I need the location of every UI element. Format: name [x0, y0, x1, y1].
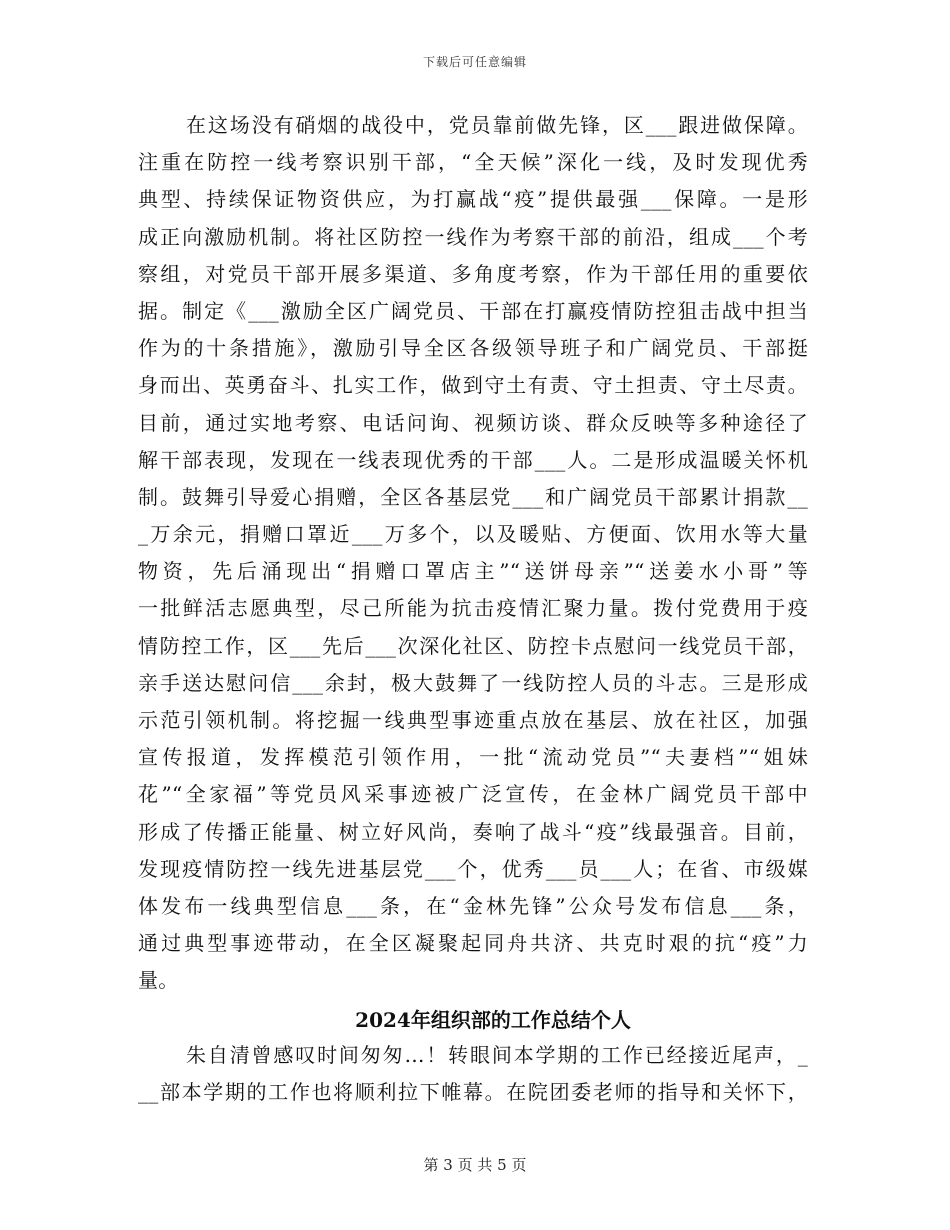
text-line: 一批鲜活志愿典型，尽己所能为抗击疫情汇聚力量。拨付党费用于疫 — [138, 596, 808, 621]
page-header: 下载后可任意编辑 — [422, 55, 527, 69]
text-line: __部本学期的工作也将顺利拉下帷幕。在院团委老师的指导和关怀下， — [138, 1079, 808, 1104]
text-line: 据。制定《___激励全区广阔党员、干部在打赢疫情防控狙击战中担当 — [138, 298, 808, 323]
text-line: 解干部表现，发现在一线表现优秀的干部___人。二是形成温暖关怀机 — [138, 447, 808, 472]
paragraph-1 — [138, 107, 808, 1000]
text-line: 身而出、英勇奋斗、扎实工作，做到守土有责、守土担责、守土尽责。 — [138, 373, 808, 398]
text-line: 朱自清曾感叹时间匆匆…！转眼间本学期的工作已经接近尾声，_ — [186, 1042, 808, 1067]
text-line: 亲手送达慰问信___余封，极大鼓舞了一线防控人员的斗志。三是形成 — [138, 670, 808, 695]
text-line: 情防控工作，区___先后___次深化社区、防控卡点慰问一线党员干部， — [138, 633, 808, 658]
text-line: 通过典型事迹带动，在全区凝聚起同舟共济、共克时艰的抗“疫”力 — [138, 931, 808, 956]
document-body — [138, 107, 808, 1111]
paragraph-2 — [138, 1037, 808, 1111]
text-line: 典型、持续保证物资供应，为打赢战“疫”提供最强___保障。一是形 — [138, 187, 808, 212]
text-line: 宣传报道，发挥模范引领作用，一批“流动党员”“夫妻档”“姐妹 — [138, 745, 808, 770]
text-line: 花”“全家福”等党员风采事迹被广泛宣传，在金林广阔党员干部中 — [138, 782, 808, 807]
text-line: 察组，对党员干部开展多渠道、多角度考察，作为干部任用的重要依 — [138, 261, 808, 286]
text-line: 发现疫情防控一线先进基层党___个，优秀___员___人；在省、市级媒 — [138, 856, 808, 881]
text-line: 量。 — [138, 968, 179, 993]
page-footer: 第 3 页 共 5 页 — [423, 1156, 527, 1174]
text-line: 作为的十条措施》，激励引导全区各级领导班子和广阔党员、干部挺 — [138, 336, 808, 361]
text-line: 形成了传播正能量、树立好风尚，奏响了战斗“疫”线最强音。目前， — [138, 819, 808, 844]
section-title: 2024年组织部的工作总结个人 — [355, 1007, 631, 1032]
text-line: 体发布一线典型信息___条，在“金林先锋”公众号发布信息___条， — [138, 893, 808, 918]
text-line: 注重在防控一线考察识别干部，“全天候”深化一线，及时发现优秀 — [138, 150, 808, 175]
text-line: 目前，通过实地考察、电话问询、视频访谈、群众反映等多种途径了 — [138, 410, 808, 435]
text-line: 制。鼓舞引导爱心捐赠，全区各基层党___和广阔党员干部累计捐款__ — [138, 484, 808, 509]
text-line: 成正向激励机制。将社区防控一线作为考察干部的前沿，组成___个考 — [138, 224, 808, 249]
text-line: 物资，先后涌现出“捐赠口罩店主”“送饼母亲”“送姜水小哥”等 — [138, 559, 808, 584]
text-line: _万余元，捐赠口罩近___万多个，以及暖贴、方便面、饮用水等大量 — [138, 522, 808, 547]
text-line: 示范引领机制。将挖掘一线典型事迹重点放在基层、放在社区，加强 — [138, 708, 808, 732]
text-line: 在这场没有硝烟的战役中，党员靠前做先锋，区___跟进做保障。 — [186, 113, 808, 137]
